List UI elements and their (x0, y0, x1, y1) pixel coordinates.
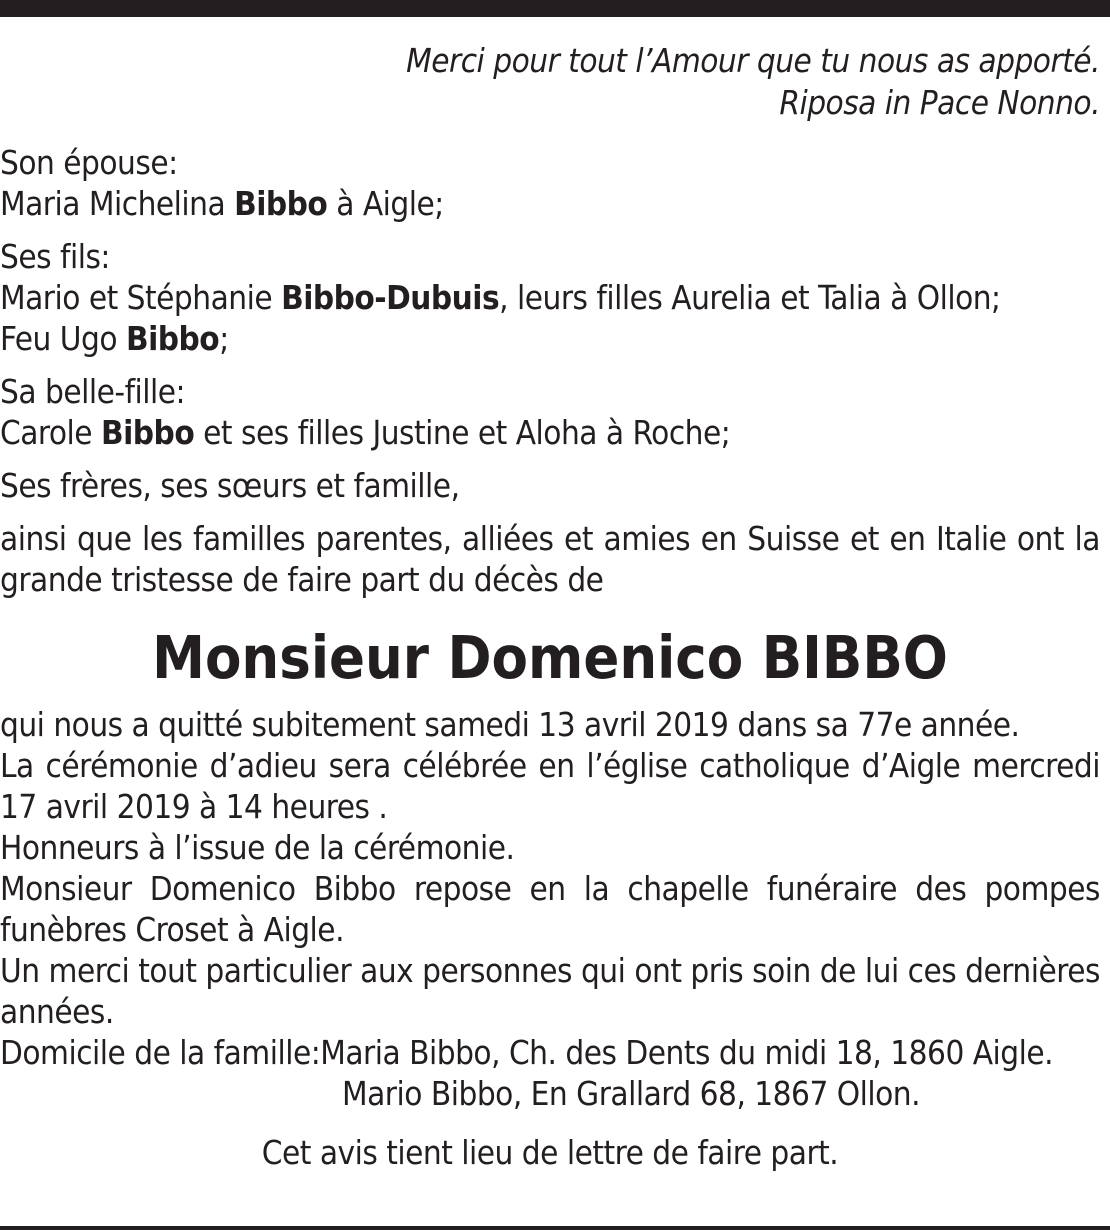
obituary-notice (0, 40, 1100, 1173)
sons-heading: Ses fils: (0, 237, 110, 276)
sons-section (0, 236, 1100, 359)
address-2: Mario Bibbo, En Grallard 68, 1867 Ollon. (342, 1074, 921, 1113)
surname: Bibbo (101, 413, 195, 452)
surname: Bibbo (234, 184, 328, 223)
announcement-text: ainsi que les familles parentes, alliées et amies en Suisse et en Italie ont la grande tristesse de faire part du décès de (0, 519, 1100, 599)
epigraph-line-1: Merci pour tout l’Amour que tu nous as apporté. (406, 41, 1100, 80)
surname: Bibbo-Dubuis (281, 278, 500, 317)
address-1: Maria Bibbo, Ch. des Dents du midi 18, 1860 Aigle. (320, 1033, 1054, 1072)
spouse-entry: Maria Michelina Bibbo à Aigle; (0, 184, 444, 223)
rests-text: Monsieur Domenico Bibbo repose en la chapelle funéraire des pompes funèbres Croset à Aigle. (0, 869, 1100, 949)
domicile-label: Domicile de la famille: (0, 1033, 321, 1072)
daughter-in-law-heading: Sa belle-fille: (0, 372, 186, 411)
daughter-in-law-section (0, 371, 1100, 453)
spouse-section (0, 142, 1100, 224)
details-section (0, 704, 1100, 1114)
son-entry-2: Feu Ugo Bibbo; (0, 319, 229, 358)
ceremony-text: La cérémonie d’adieu sera célébrée en l’église catholique d’Aigle mercredi 17 avril 2019 à 14 heures . (0, 746, 1100, 826)
bottom-rule (0, 1226, 1110, 1230)
daughter-in-law-entry: Carole Bibbo et ses filles Justine et Aloha à Roche; (0, 413, 731, 452)
thanks-text: Un merci tout particulier aux personnes qui ont pris soin de lui ces dernières années. (0, 951, 1100, 1031)
surname: Bibbo (125, 319, 220, 358)
closing-line: Cet avis tient lieu de lettre de faire part. (261, 1133, 839, 1172)
top-rule (0, 0, 1110, 17)
epigraph-line-2: Riposa in Pace Nonno. (779, 83, 1100, 122)
epigraph (0, 40, 1100, 124)
son-entry-1: Mario et Stéphanie Bibbo-Dubuis, leurs filles Aurelia et Talia à Ollon; (0, 278, 1001, 317)
honours-line: Honneurs à l’issue de la cérémonie. (0, 828, 515, 867)
passing-line: qui nous a quitté subitement samedi 13 avril 2019 dans sa 77e année. (0, 705, 1020, 744)
siblings-line: Ses frères, ses sœurs et famille, (0, 466, 460, 505)
deceased-name: Monsieur Domenico BIBBO (152, 623, 948, 692)
domicile-row (0, 1032, 1100, 1073)
spouse-heading: Son épouse: (0, 143, 178, 182)
siblings-section (0, 465, 1100, 506)
announcement-section (0, 518, 1100, 600)
